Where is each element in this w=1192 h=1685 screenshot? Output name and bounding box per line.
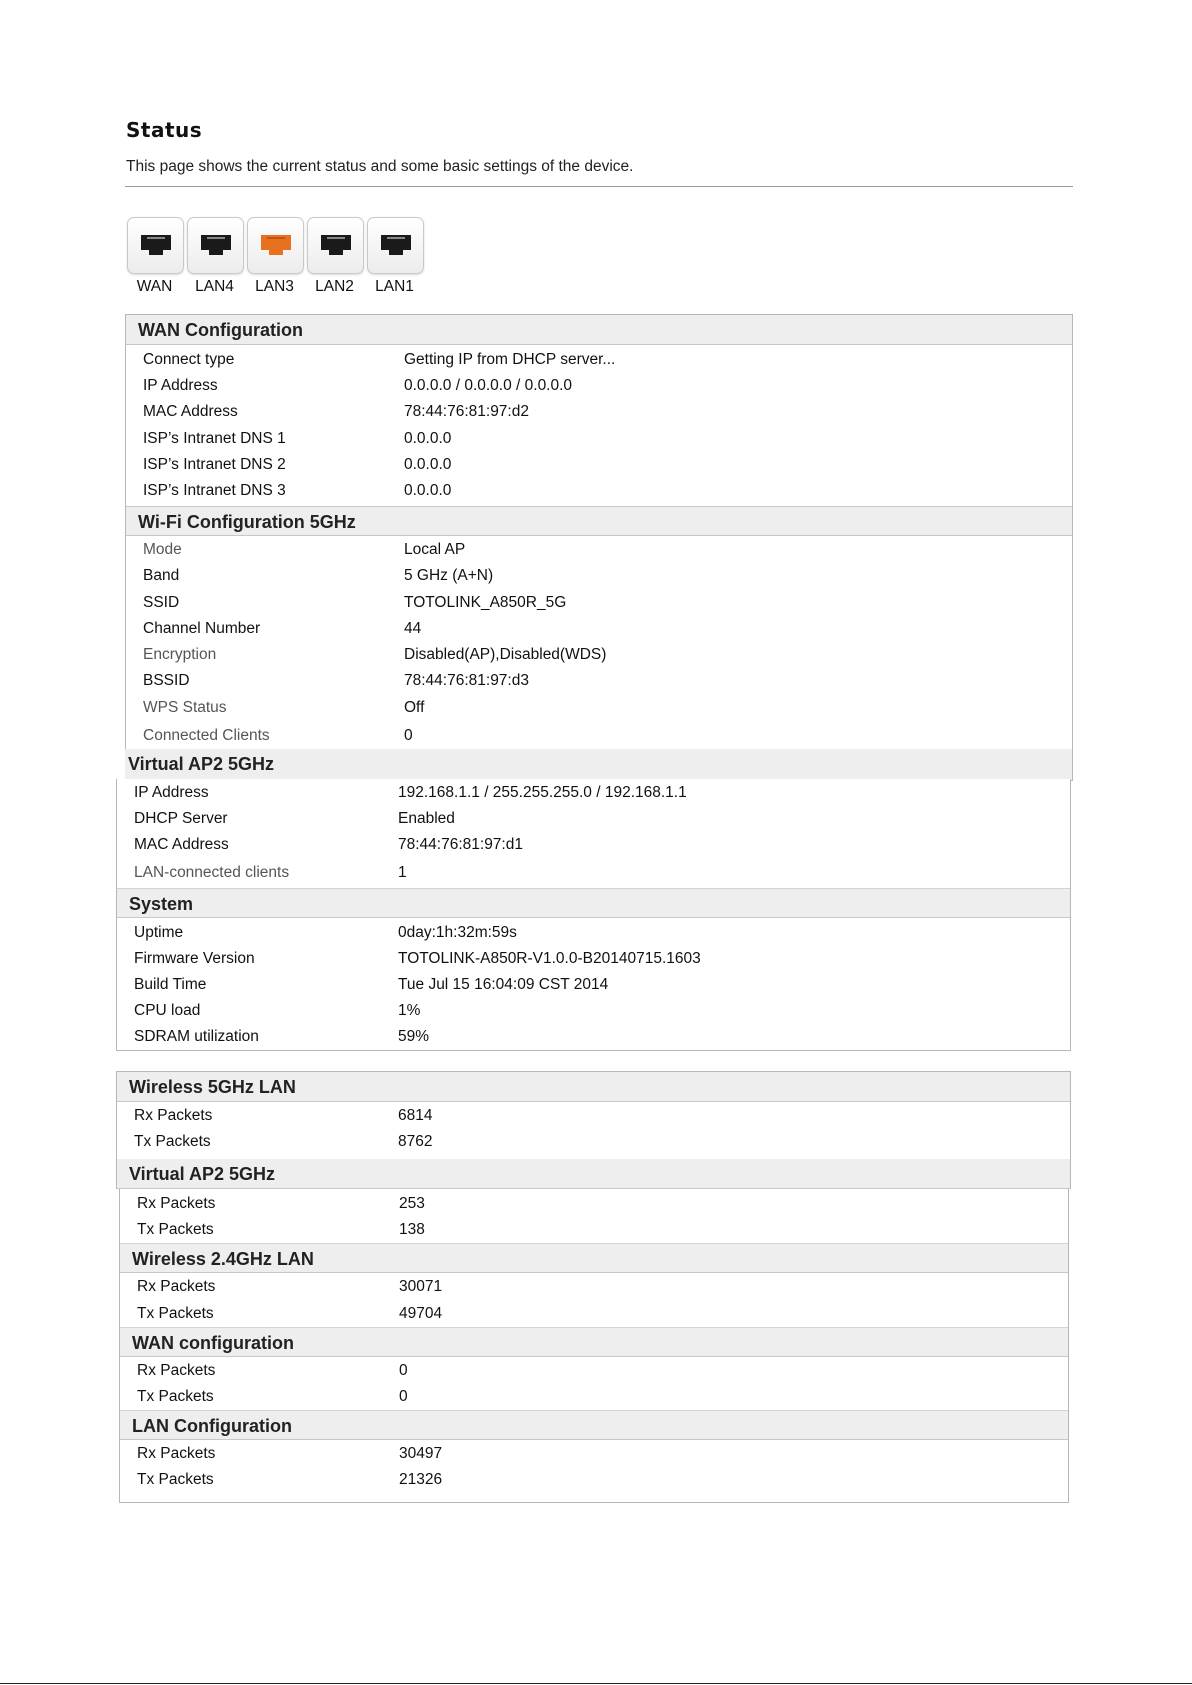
row-value: Getting IP from DHCP server... xyxy=(404,351,616,369)
wireless24-section-header: Wireless 2.4GHz LAN xyxy=(120,1243,1068,1273)
vap2-section-header: Virtual AP2 5GHz xyxy=(125,749,1072,779)
table-row xyxy=(120,1441,1068,1467)
lan-stats-rows xyxy=(120,1440,1068,1493)
table-row xyxy=(126,373,1072,399)
row-value: 30071 xyxy=(399,1278,443,1296)
row-value: 49704 xyxy=(399,1304,443,1322)
row-value: 0 xyxy=(399,1388,408,1406)
table-row xyxy=(117,946,1070,972)
table-row xyxy=(126,590,1072,616)
row-label: MAC Address xyxy=(143,403,238,421)
table-row xyxy=(117,998,1070,1024)
port-label: LAN4 xyxy=(195,278,234,295)
wifi5-rows xyxy=(126,536,1072,749)
row-value: 5 GHz (A+N) xyxy=(404,567,494,585)
row-label: Rx Packets xyxy=(137,1445,216,1463)
table-row xyxy=(126,642,1072,668)
wan-section-header: WAN Configuration xyxy=(126,315,1072,345)
row-value: 78:44:76:81:97:d2 xyxy=(404,403,529,421)
table-row xyxy=(126,694,1072,722)
row-label: Rx Packets xyxy=(137,1195,216,1213)
traffic-stats-panel xyxy=(119,1189,1069,1503)
table-row xyxy=(120,1467,1068,1493)
row-label: IP Address xyxy=(134,784,209,802)
table-row xyxy=(117,972,1070,998)
row-value: Tue Jul 15 16:04:09 CST 2014 xyxy=(398,976,609,994)
table-row xyxy=(126,478,1072,504)
port-lan1 xyxy=(367,217,427,296)
vap2-system-panel xyxy=(116,779,1071,1051)
ethernet-port-icon xyxy=(319,233,353,259)
system-rows xyxy=(117,918,1070,1051)
table-row xyxy=(117,920,1070,946)
wireless24-rows xyxy=(120,1273,1068,1326)
row-value: 78:44:76:81:97:d1 xyxy=(398,836,523,854)
table-row xyxy=(120,1191,1068,1217)
row-value: Disabled(AP),Disabled(WDS) xyxy=(404,645,607,663)
row-label: Rx Packets xyxy=(134,1107,213,1125)
table-row xyxy=(126,347,1072,373)
table-row xyxy=(120,1384,1068,1410)
row-value: 192.168.1.1 / 255.255.255.0 / 192.168.1.1 xyxy=(398,784,687,802)
port-lan1-button[interactable] xyxy=(367,217,424,274)
table-row xyxy=(117,780,1070,806)
table-row xyxy=(126,537,1072,563)
wan-stats-section-header: WAN configuration xyxy=(120,1327,1068,1357)
row-value: 30497 xyxy=(399,1445,443,1463)
wireless5-section-header: Wireless 5GHz LAN xyxy=(117,1072,1070,1102)
row-value: 1 xyxy=(398,864,407,882)
port-label: LAN3 xyxy=(255,278,294,295)
system-section-header: System xyxy=(117,888,1070,918)
page-description: This page shows the current status and some basic settings of the device. xyxy=(126,158,634,175)
port-lan2-button[interactable] xyxy=(307,217,364,274)
row-value: Enabled xyxy=(398,810,455,828)
row-value: TOTOLINK-A850R-V1.0.0-B20140715.1603 xyxy=(398,949,701,967)
port-lan2 xyxy=(307,217,367,296)
wan-wifi-panel xyxy=(125,314,1073,781)
row-label: ISP’s Intranet DNS 1 xyxy=(143,429,286,447)
port-label: LAN2 xyxy=(315,278,354,295)
ethernet-port-icon xyxy=(199,233,233,259)
row-label: WPS Status xyxy=(143,699,227,717)
table-row xyxy=(117,1103,1070,1129)
row-value: Off xyxy=(404,699,425,717)
row-value: 8762 xyxy=(398,1133,433,1151)
row-label: Mode xyxy=(143,541,182,559)
row-label: ISP’s Intranet DNS 2 xyxy=(143,455,286,473)
wireless5-rows xyxy=(117,1102,1070,1155)
title-divider xyxy=(125,186,1073,187)
vap2-rows xyxy=(117,779,1070,888)
port-lan3 xyxy=(247,217,307,296)
table-row xyxy=(117,832,1070,858)
row-label: LAN-connected clients xyxy=(134,864,290,882)
table-row xyxy=(126,616,1072,642)
port-wan-button[interactable] xyxy=(127,217,184,274)
vap2-stats-section-header: Virtual AP2 5GHz xyxy=(116,1159,1071,1189)
row-label: Connect type xyxy=(143,351,235,369)
row-value: 78:44:76:81:97:d3 xyxy=(404,672,529,690)
table-row xyxy=(126,426,1072,452)
row-label: MAC Address xyxy=(134,836,229,854)
table-row xyxy=(120,1274,1068,1300)
row-label: BSSID xyxy=(143,672,190,690)
row-label: DHCP Server xyxy=(134,810,228,828)
table-row xyxy=(117,859,1070,888)
row-value: 0.0.0.0 xyxy=(404,455,452,473)
table-row xyxy=(126,722,1072,749)
row-value: 0 xyxy=(404,726,413,744)
port-wan xyxy=(127,217,187,296)
page-title: Status xyxy=(126,118,203,142)
table-row xyxy=(126,563,1072,589)
row-label: IP Address xyxy=(143,377,218,395)
table-row xyxy=(120,1217,1068,1243)
port-status-bar xyxy=(127,217,427,296)
row-value: 0day:1h:32m:59s xyxy=(398,923,517,941)
row-label: Uptime xyxy=(134,923,184,941)
row-label: Tx Packets xyxy=(137,1471,214,1489)
port-label: LAN1 xyxy=(375,278,414,295)
row-value: 0.0.0.0 / 0.0.0.0 / 0.0.0.0 xyxy=(404,377,573,395)
row-label: Band xyxy=(143,567,180,585)
ethernet-port-icon xyxy=(379,233,413,259)
row-value: Local AP xyxy=(404,541,466,559)
row-label: Build Time xyxy=(134,976,207,994)
ethernet-port-icon xyxy=(139,233,173,259)
row-label: Tx Packets xyxy=(137,1221,214,1239)
table-row xyxy=(117,1129,1070,1155)
row-label: Channel Number xyxy=(143,619,261,637)
row-value: TOTOLINK_A850R_5G xyxy=(404,593,567,611)
port-label: WAN xyxy=(136,278,173,295)
lan-stats-section-header: LAN Configuration xyxy=(120,1410,1068,1440)
row-value: 138 xyxy=(399,1221,425,1239)
row-value: 21326 xyxy=(399,1471,443,1489)
row-label: Connected Clients xyxy=(143,726,270,744)
port-lan3-button[interactable] xyxy=(247,217,304,274)
table-row xyxy=(120,1301,1068,1327)
row-label: Encryption xyxy=(143,645,217,663)
row-label: ISP’s Intranet DNS 3 xyxy=(143,482,286,500)
row-label: SDRAM utilization xyxy=(134,1028,259,1046)
row-label: Tx Packets xyxy=(137,1388,214,1406)
row-value: 0.0.0.0 xyxy=(404,429,452,447)
row-value: 6814 xyxy=(398,1107,433,1125)
row-value: 253 xyxy=(399,1195,425,1213)
row-value: 0.0.0.0 xyxy=(404,482,452,500)
table-row xyxy=(117,806,1070,832)
table-row xyxy=(117,1024,1070,1050)
row-value: 1% xyxy=(398,1002,421,1020)
port-lan4-button[interactable] xyxy=(187,217,244,274)
wireless5-stats-panel xyxy=(116,1071,1071,1161)
row-value: 59% xyxy=(398,1028,430,1046)
row-label: SSID xyxy=(143,593,180,611)
row-value: 44 xyxy=(404,619,422,637)
row-label: Tx Packets xyxy=(134,1133,211,1151)
row-label: Tx Packets xyxy=(137,1304,214,1322)
row-value: 0 xyxy=(399,1361,408,1379)
table-row xyxy=(120,1358,1068,1384)
wan-stats-rows xyxy=(120,1357,1068,1410)
page-bottom-rule xyxy=(0,1683,1192,1684)
vap2-stats-rows xyxy=(120,1189,1068,1243)
wifi5-section-header: Wi-Fi Configuration 5GHz xyxy=(126,506,1072,536)
table-row xyxy=(126,399,1072,425)
row-label: CPU load xyxy=(134,1002,201,1020)
port-lan4 xyxy=(187,217,247,296)
row-label: Firmware Version xyxy=(134,949,255,967)
table-row xyxy=(126,452,1072,478)
row-label: Rx Packets xyxy=(137,1278,216,1296)
ethernet-port-active-icon xyxy=(259,233,293,259)
table-row xyxy=(126,668,1072,694)
row-label: Rx Packets xyxy=(137,1361,216,1379)
wan-rows xyxy=(126,345,1072,506)
